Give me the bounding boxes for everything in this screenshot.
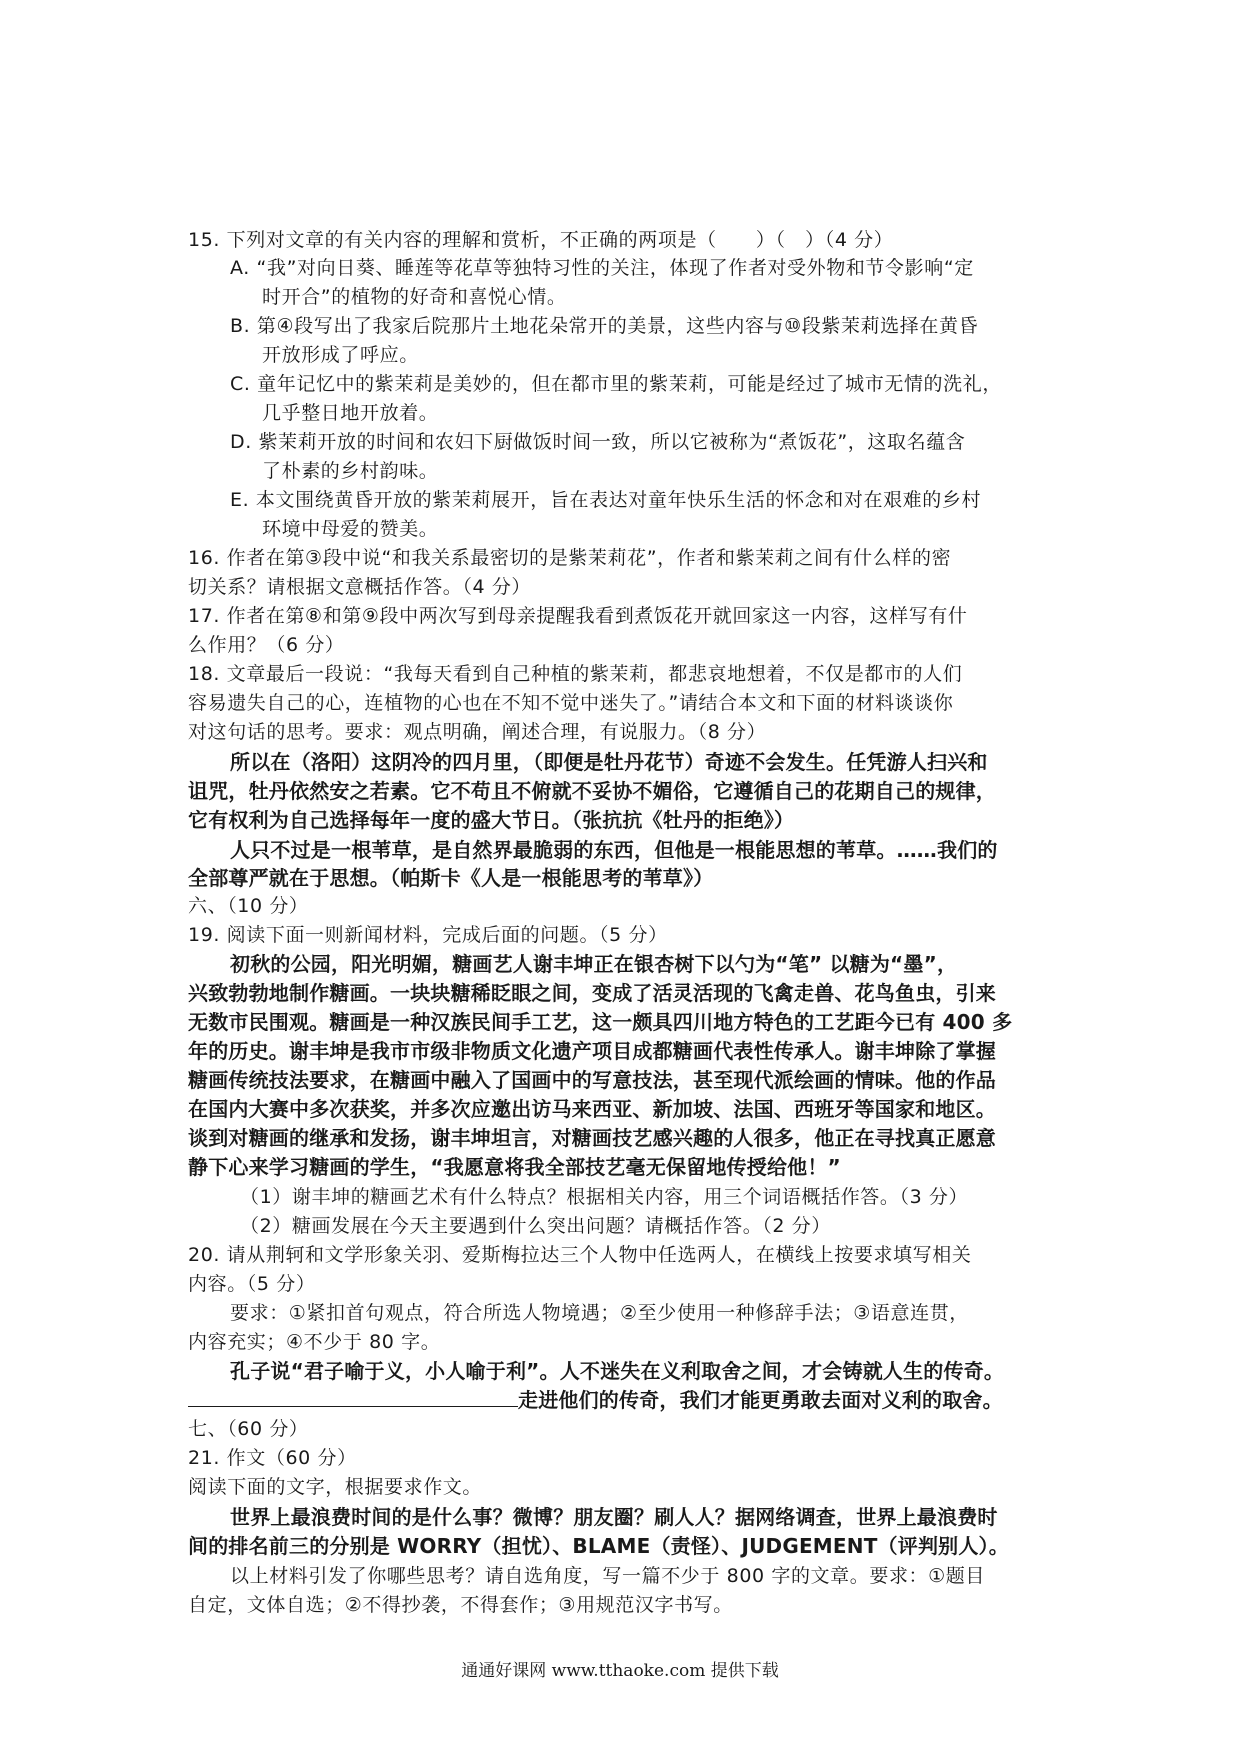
q21-material-line1: 世界上最浪费时间的是什么事？微博？朋友圈？刷人人？据网络调查，世界上最浪费时 — [230, 1505, 998, 1529]
q18-line3: 对这句话的思考。要求：观点明确，阐述合理，有说服力。（8 分） — [188, 721, 767, 743]
q18-line2: 容易遗失自己的心，连植物的心也在不知不觉中迷失了。”请结合本文和下面的材料谈谈你 — [188, 692, 954, 714]
q18-material2-line1: 人只不过是一根苇草，是自然界最脆弱的东西，但他是一根能思想的苇草。……我们的 — [230, 838, 998, 862]
q15-option-c-line2: 几乎整日地开放着。 — [262, 402, 439, 424]
q19-news-line8: 静下心来学习糖画的学生，“我愿意将我全部技艺毫无保留地传授给他！” — [188, 1155, 841, 1179]
q17-line2: 么作用？（6 分） — [188, 634, 345, 656]
q15-option-b-line2: 开放形成了呼应。 — [262, 344, 419, 366]
q21-requirements-line1: 以上材料引发了你哪些思考？请自选角度，写一篇不少于 800 字的文章。要求：①题目 — [230, 1565, 985, 1587]
q15-option-d-line2: 了朴素的乡村韵味。 — [262, 460, 439, 482]
q15-option-d-line1: D. 紫茉莉开放的时间和农妇下厨做饭时间一致，所以它被称为“煮饭花”，这取名蕴含 — [230, 431, 966, 453]
q19-subquestion-2: （2）糖画发展在今天主要遇到什么突出问题？请概括作答。（2 分） — [240, 1215, 831, 1237]
q19-news-line1: 初秋的公园，阳光明媚，糖画艺人谢丰坤正在银杏树下以勺为“笔” 以糖为“墨”， — [230, 952, 958, 976]
q19-subquestion-1: （1）谢丰坤的糖画艺术有什么特点？根据相关内容，用三个词语概括作答。（3 分） — [240, 1186, 969, 1208]
q18-material1-line2: 诅咒，牡丹依然安之若素。它不苟且不俯就不妥协不媚俗，它遵循自己的花期自己的规律， — [188, 779, 996, 803]
q18-material1-line3: 它有权利为自己选择每年一度的盛大节日。（张抗抗《牡丹的拒绝》） — [188, 808, 795, 832]
q19-news-line6: 在国内大赛中多次获奖，并多次应邀出访马来西亚、新加坡、法国、西班牙等国家和地区。 — [188, 1097, 996, 1121]
q15-option-a-line1: A. “我”对向日葵、睡莲等花草等独特习性的关注，体现了作者对受外物和节令影响“定 — [230, 257, 974, 279]
q19-news-line2: 兴致勃勃地制作糖画。一块块糖稀眨眼之间，变成了活灵活现的飞禽走兽、花鸟鱼虫，引来 — [188, 981, 996, 1005]
q18-material2-line2: 全部尊严就在于思想。（帕斯卡《人是一根能思考的苇草》） — [188, 866, 714, 890]
q18-material1-line1: 所以在（洛阳）这阴冷的四月里，（即便是牡丹花节）奇迹不会发生。任凭游人扫兴和 — [230, 750, 988, 774]
q19-news-line7: 谈到对糖画的继承和发扬，谢丰坤坦言，对糖画技艺感兴趣的人很多，他正在寻找真正愿意 — [188, 1126, 996, 1150]
q19-news-line3: 无数市民围观。糖画是一种汉族民间手工艺，这一颇具四川地方特色的工艺距今已有 400 多 — [188, 1010, 1013, 1034]
section-seven-heading: 七、（60 分） — [188, 1418, 309, 1440]
answer-blank[interactable] — [188, 1388, 518, 1407]
q21-stem: 21. 作文（60 分） — [188, 1447, 357, 1469]
q20-requirements-line2: 内容充实；④不少于 80 字。 — [188, 1331, 441, 1353]
q17-line1: 17. 作者在第⑧和第⑨段中两次写到母亲提醒我看到煮饭花开就回家这一内容，这样写有什 — [188, 605, 968, 627]
q15-option-b-line1: B. 第④段写出了我家后院那片土地花朵常开的美景，这些内容与⑩段紫茉莉选择在黄昏 — [230, 315, 979, 337]
q19-news-line4: 年的历史。谢丰坤是我市市级非物质文化遗产项目成都糖画代表性传承人。谢丰坤除了掌握 — [188, 1039, 996, 1063]
q19-stem: 19. 阅读下面一则新闻材料，完成后面的问题。（5 分） — [188, 924, 668, 946]
q20-closing-sentence: 走进他们的传奇，我们才能更勇敢去面对义利的取舍。 — [518, 1388, 1003, 1412]
download-footer: 通通好课网 www.tthaoke.com 提供下载 — [461, 1661, 779, 1681]
q20-line2: 内容。（5 分） — [188, 1273, 316, 1295]
section-six-heading: 六、（10 分） — [188, 895, 309, 917]
q21-intro: 阅读下面的文字，根据要求作文。 — [188, 1476, 483, 1498]
q20-topic-sentence: 孔子说“君子喻于义，小人喻于利”。人不迷失在义利取舍之间，才会铸就人生的传奇。 — [230, 1359, 1005, 1383]
q20-fill-line — [188, 1388, 1003, 1412]
q16-line2: 切关系？请根据文意概括作答。（4 分） — [188, 576, 532, 598]
q16-line1: 16. 作者在第③段中说“和我关系最密切的是紫茉莉花”，作者和紫茉莉之间有什么样的密 — [188, 547, 952, 569]
q15-option-e-line1: E. 本文围绕黄昏开放的紫茉莉展开，旨在表达对童年快乐生活的怀念和对在艰难的乡村 — [230, 489, 982, 511]
q15-stem: 15. 下列对文章的有关内容的理解和赏析，不正确的两项是（ ）（ ）（4 分） — [188, 229, 894, 251]
q21-material-line2: 间的排名前三的分别是 WORRY（担忧）、BLAME（责怪）、JUDGEMENT（评判别人）。 — [188, 1534, 1009, 1558]
q15-option-e-line2: 环境中母爱的赞美。 — [262, 518, 439, 540]
q20-line1: 20. 请从荆轲和文学形象关羽、爱斯梅拉达三个人物中任选两人，在横线上按要求填写相关 — [188, 1244, 972, 1266]
q18-line1: 18. 文章最后一段说：“我每天看到自己种植的紫茉莉，都悲哀地想着，不仅是都市的人们 — [188, 663, 963, 685]
q15-option-c-line1: C. 童年记忆中的紫茉莉是美妙的，但在都市里的紫茉莉，可能是经过了城市无情的洗礼， — [230, 373, 1002, 395]
q15-option-a-line2: 时开合”的植物的好奇和喜悦心情。 — [262, 286, 567, 308]
q20-requirements-line1: 要求：①紧扣首句观点，符合所选人物境遇；②至少使用一种修辞手法；③语意连贯， — [230, 1302, 969, 1324]
q19-news-line5: 糖画传统技法要求，在糖画中融入了国画中的写意技法，甚至现代派绘画的情味。他的作品 — [188, 1068, 996, 1092]
q21-requirements-line2: 自定，文体自选；②不得抄袭，不得套作；③用规范汉字书写。 — [188, 1594, 733, 1616]
